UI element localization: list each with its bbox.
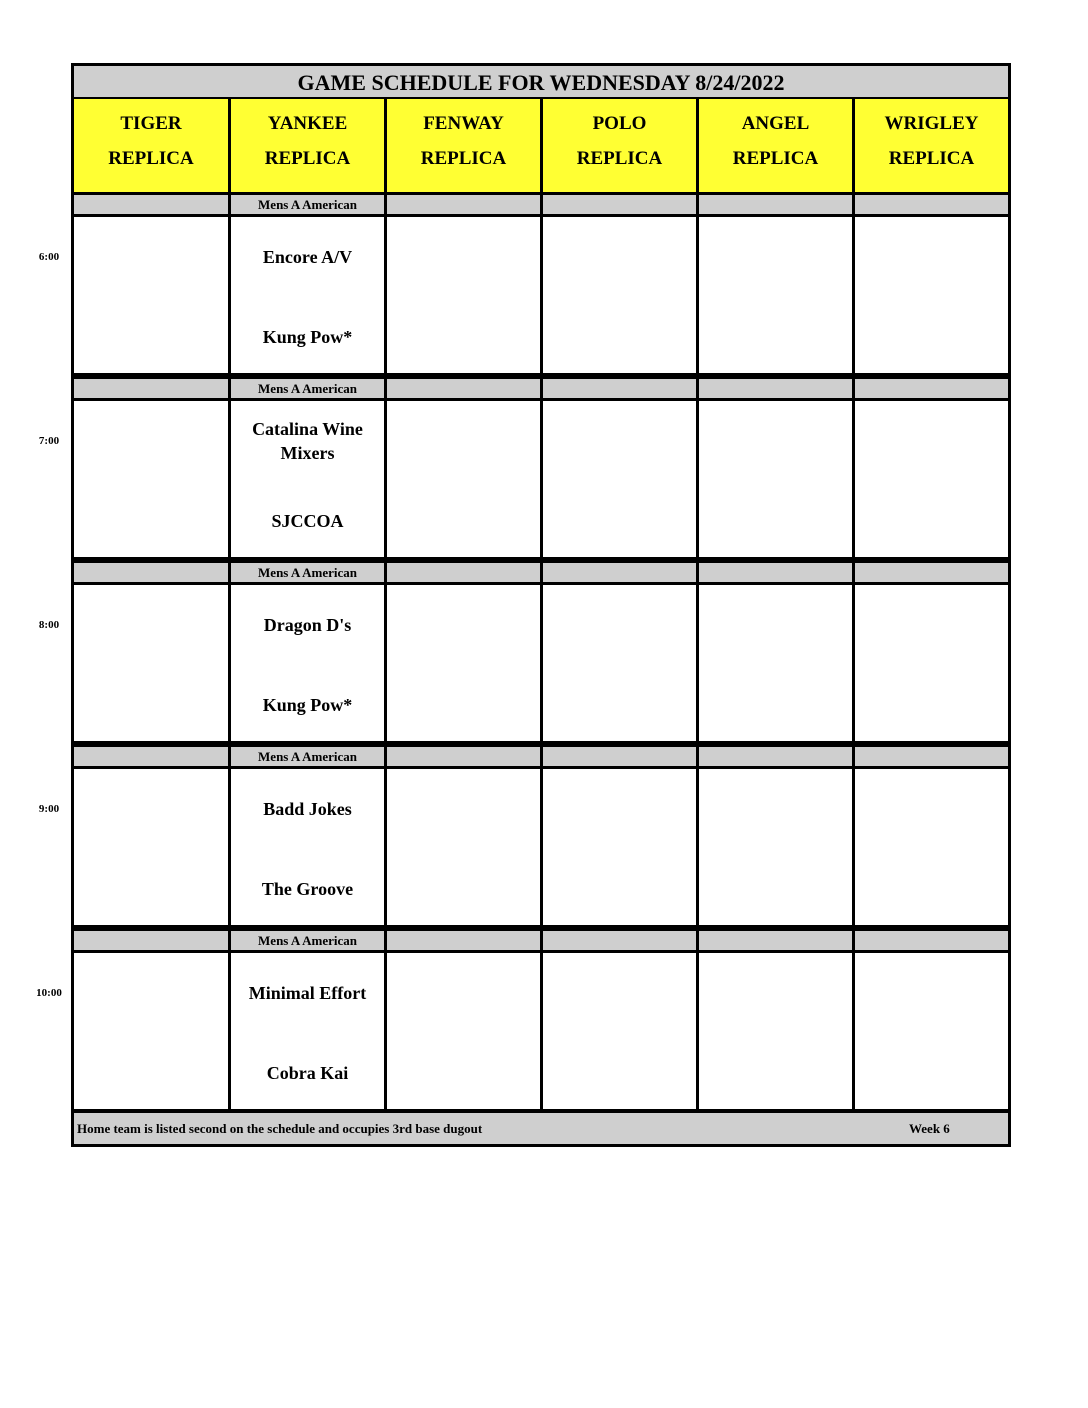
league-band: [699, 747, 852, 766]
field-name: FENWAY: [423, 113, 504, 134]
footer-bar: [74, 1113, 1008, 1144]
empty-game-cell: [855, 953, 1008, 1109]
league-band: Mens A American: [231, 195, 384, 214]
league-band: [74, 747, 228, 766]
schedule-table: [71, 63, 1011, 1147]
empty-game-cell: [543, 217, 696, 373]
home-team: SJCCOA: [271, 511, 344, 531]
empty-game-cell: [543, 769, 696, 925]
league-band: [543, 747, 696, 766]
empty-game-cell: [387, 401, 540, 557]
league-band: [699, 563, 852, 582]
field-type: REPLICA: [732, 148, 819, 169]
field-header-angel: [699, 99, 852, 192]
empty-game-cell: [699, 585, 852, 741]
game-cell: [231, 217, 384, 373]
time-label: 7:00: [38, 435, 60, 447]
empty-game-cell: [543, 585, 696, 741]
field-header-wrigley: [855, 99, 1008, 192]
league-band: [387, 931, 540, 950]
field-type: REPLICA: [108, 148, 194, 169]
empty-game-cell: [699, 401, 852, 557]
empty-game-cell: [699, 953, 852, 1109]
league-band: [74, 379, 228, 398]
empty-game-cell: [74, 585, 228, 741]
empty-game-cell: [699, 217, 852, 373]
league-band: [543, 563, 696, 582]
time-label: 10:00: [36, 987, 62, 999]
game-cell: [231, 953, 384, 1109]
league-band: [543, 931, 696, 950]
week-label: Week 6: [909, 1121, 950, 1136]
league-band: [387, 379, 540, 398]
game-cell: [231, 401, 384, 557]
league-band: [699, 195, 852, 214]
empty-game-cell: [74, 217, 228, 373]
home-team-note: Home team is listed second on the schedule and occupies 3rd base dugout: [77, 1121, 483, 1136]
empty-game-cell: [543, 401, 696, 557]
visiting-team: Encore A/V: [262, 247, 353, 267]
empty-game-cell: [855, 769, 1008, 925]
empty-game-cell: [387, 585, 540, 741]
field-name: TIGER: [120, 113, 182, 134]
league-band: Mens A American: [231, 379, 384, 398]
empty-game-cell: [855, 585, 1008, 741]
empty-game-cell: [543, 953, 696, 1109]
home-team: Cobra Kai: [266, 1063, 349, 1083]
visiting-team: Catalina Wine Mixers: [252, 419, 363, 463]
empty-game-cell: [387, 217, 540, 373]
field-name: POLO: [592, 113, 647, 134]
home-team: Kung Pow*: [262, 327, 353, 347]
visiting-team: Badd Jokes: [263, 799, 352, 819]
field-type: REPLICA: [420, 148, 507, 169]
league-band: [855, 379, 1008, 398]
field-type: REPLICA: [888, 148, 975, 169]
visiting-team: Dragon D's: [263, 615, 352, 635]
league-band: [74, 563, 228, 582]
home-team: The Groove: [261, 879, 354, 899]
empty-game-cell: [74, 401, 228, 557]
field-header-tiger: [74, 99, 228, 192]
league-band: [699, 931, 852, 950]
empty-game-cell: [74, 769, 228, 925]
page-title: GAME SCHEDULE FOR WEDNESDAY 8/24/2022: [74, 66, 1008, 97]
field-name: YANKEE: [267, 113, 348, 134]
field-header-yankee: [231, 99, 384, 192]
home-team: Kung Pow*: [262, 695, 353, 715]
time-label: 9:00: [38, 803, 60, 815]
field-name: WRIGLEY: [884, 113, 979, 134]
field-type: REPLICA: [576, 148, 663, 169]
empty-game-cell: [699, 769, 852, 925]
time-label: 8:00: [38, 619, 60, 631]
league-band: [855, 931, 1008, 950]
empty-game-cell: [855, 217, 1008, 373]
field-name: ANGEL: [741, 113, 810, 134]
league-band: Mens A American: [231, 747, 384, 766]
league-band: [387, 563, 540, 582]
field-header-polo: [543, 99, 696, 192]
visiting-team: Minimal Effort: [248, 983, 367, 1003]
league-band: [387, 195, 540, 214]
time-label: 6:00: [38, 251, 60, 263]
empty-game-cell: [387, 953, 540, 1109]
league-band: Mens A American: [231, 931, 384, 950]
field-type: REPLICA: [264, 148, 351, 169]
league-band: [74, 931, 228, 950]
game-cell: [231, 585, 384, 741]
empty-game-cell: [74, 953, 228, 1109]
league-band: [855, 563, 1008, 582]
league-band: [543, 379, 696, 398]
league-band: [74, 195, 228, 214]
league-band: Mens A American: [231, 563, 384, 582]
empty-game-cell: [855, 401, 1008, 557]
empty-game-cell: [387, 769, 540, 925]
league-band: [387, 747, 540, 766]
field-header-fenway: [387, 99, 540, 192]
league-band: [699, 379, 852, 398]
league-band: [543, 195, 696, 214]
league-band: [855, 747, 1008, 766]
league-band: [855, 195, 1008, 214]
game-cell: [231, 769, 384, 925]
